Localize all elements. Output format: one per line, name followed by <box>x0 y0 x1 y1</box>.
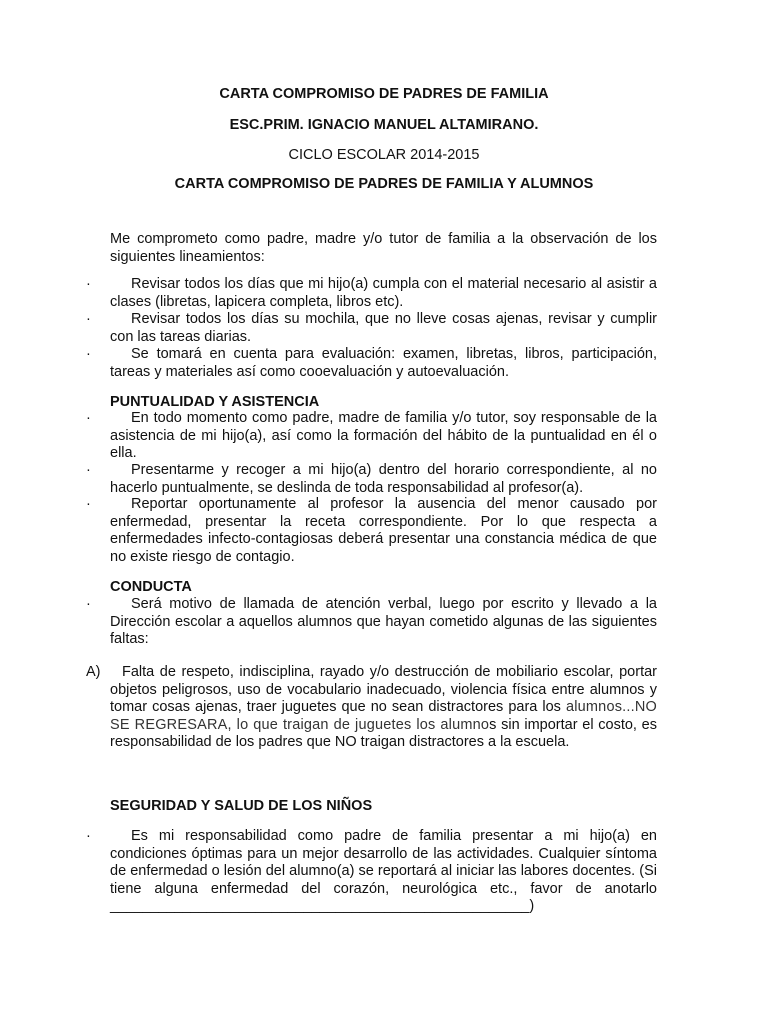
point-a-paragraph: Falta de respeto, indisciplina, rayado y/o destrucción de mobiliario escolar, portar objetos peligrosos, uso de vocabulario inadecuado, violencia física entre alumnos y tomar cosas ajenas, traer juguetes que no sean distractores para los alumnos...NO SE REGRESARA, lo que traigan de juguetes los alumnos sin importar el costo, es responsabilidad de los padres que NO traigan distractores a la escuela. <box>110 664 657 750</box>
bullet-marker: · <box>86 596 91 612</box>
document-subtitle: CARTA COMPROMISO DE PADRES DE FAMILIA Y ALUMNOS <box>174 176 594 192</box>
bullet-marker: · <box>86 462 91 478</box>
section-heading-safety: SEGURIDAD Y SALUD DE LOS NIÑOS <box>110 798 373 814</box>
school-cycle: CICLO ESCOLAR 2014-2015 <box>288 147 480 163</box>
list-item: Revisar todos los días que mi hijo(a) cumpla con el material necesario al asistir a clases (libretas, lapicera completa, libros etc). <box>110 276 657 310</box>
intro-paragraph: Me comprometo como padre, madre y/o tutor de familia a la observación de los siguientes lineamientos: <box>110 231 657 265</box>
section-heading-punctuality: PUNTUALIDAD Y ASISTENCIA <box>110 394 320 410</box>
list-item: Revisar todos los días su mochila, que no lleve cosas ajenas, revisar y cumplir con las tareas diarias. <box>110 311 657 345</box>
list-item: Se tomará en cuenta para evaluación: examen, libretas, libros, participación, tareas y materiales así como cooevaluación y autoevaluación. <box>110 346 657 380</box>
list-item: Presentarme y recoger a mi hijo(a) dentro del horario correspondiente, al no hacerlo puntualmente, se deslinda de toda responsabilidad al profesor(a). <box>110 462 657 496</box>
bullet-marker: · <box>86 276 91 292</box>
point-label: A) <box>86 664 101 680</box>
school-name: ESC.PRIM. IGNACIO MANUEL ALTAMIRANO. <box>229 117 539 133</box>
list-item: Es mi responsabilidad como padre de familia presentar a mi hijo(a) en condiciones óptimas para un mejor desarrollo de las actividades. Cualquier síntoma de enfermedad o lesión del alumno(a) se reportará al iniciar las labores docentes. (Si tiene alguna enfermedad del corazón, neurológica etc., favor de anotarlo ____________________________________________________) <box>110 828 657 914</box>
bullet-marker: · <box>86 346 91 362</box>
section-heading-conduct: CONDUCTA <box>110 579 192 595</box>
list-item: Será motivo de llamada de atención verbal, luego por escrito y llevado a la Dirección escolar a aquellos alumnos que hayan cometido algunas de las siguientes faltas: <box>110 596 657 647</box>
bullet-marker: · <box>86 410 91 426</box>
document-title: CARTA COMPROMISO DE PADRES DE FAMILIA <box>219 86 549 102</box>
bullet-marker: · <box>86 311 91 327</box>
list-item: Reportar oportunamente al profesor la ausencia del menor causado por enfermedad, presentar la receta correspondiente. Por lo que respecta a enfermedades infecto-contagiosas deberá presentar una constancia médica de que no existe riesgo de contagio. <box>110 496 657 565</box>
list-item: En todo momento como padre, madre de familia y/o tutor, soy responsable de la asistencia de mi hijo(a), así como la formación del hábito de la puntualidad en él o ella. <box>110 410 657 461</box>
bullet-marker: · <box>86 828 91 844</box>
bullet-marker: · <box>86 496 91 512</box>
